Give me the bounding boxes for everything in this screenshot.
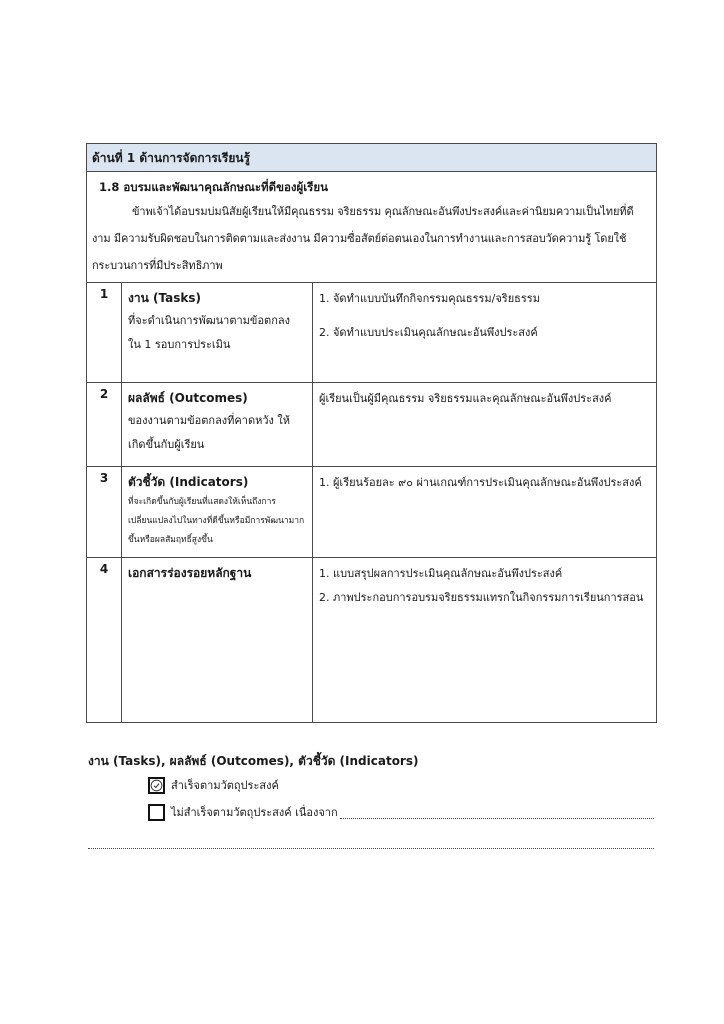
row-label-cell (122, 383, 313, 466)
row-value: 2. ภาพประกอบการอบรมจริยธรรมแทรกในกิจกรรมการเรียนการสอน (319, 591, 644, 604)
row-value: 1. ผู้เรียนร้อยละ ๙๐ ผ่านเกณฑ์การประเมินคุณลักษณะอันพึงประสงค์ (319, 476, 642, 489)
option-success[interactable] (148, 776, 279, 794)
option-label: ไม่สำเร็จตามวัตถุประสงค์ เนื่องจาก (171, 806, 338, 819)
row-label: ผลลัพธ์ (Outcomes) (128, 391, 248, 405)
row-label: ตัวชี้วัด (Indicators) (128, 475, 249, 489)
row-value-cell (313, 558, 656, 722)
reason-continuation-line[interactable] (88, 848, 654, 849)
section-title: 1.8 อบรมและพัฒนาคุณลักษณะที่ดีของผู้เรียน (99, 180, 328, 194)
row-value-cell (313, 283, 656, 382)
row-label: เอกสารร่องรอยหลักฐาน (128, 566, 252, 580)
row-number: 2 (87, 383, 122, 466)
row-label-cell (122, 283, 313, 382)
assessment-table (86, 143, 657, 723)
row-description: ที่จะดำเนินการพัฒนาตามข้อตกลง ใน 1 รอบการประเมิน (128, 314, 290, 351)
check-circle-icon (150, 779, 163, 792)
reason-fill-line[interactable] (340, 806, 654, 819)
row-label: งาน (Tasks) (128, 291, 201, 305)
summary-title: งาน (Tasks), ผลลัพธ์ (Outcomes), ตัวชี้วัด (Indicators) (88, 754, 419, 768)
row-number: 3 (87, 467, 122, 557)
row-label-cell (122, 558, 313, 722)
row-number: 1 (87, 283, 122, 382)
option-label: สำเร็จตามวัตถุประสงค์ (171, 779, 279, 792)
checkbox-checked[interactable] (148, 777, 165, 794)
row-value: 2. จัดทำแบบประเมินคุณลักษณะอันพึงประสงค์ (319, 326, 538, 339)
row-value-cell (313, 383, 656, 466)
table-row (87, 558, 656, 722)
option-not-success[interactable] (148, 803, 654, 821)
row-description: ของงานตามข้อตกลงที่คาดหวัง ให้เกิดขึ้นกับผู้เรียน (128, 414, 291, 451)
checkbox-unchecked[interactable] (148, 804, 165, 821)
table-row (87, 383, 656, 467)
row-description: ที่จะเกิดขึ้นกับผู้เรียนที่แสดงให้เห็นถึงการเปลี่ยนแปลงไปในทางที่ดีขึ้นหรือมีการพัฒนามากขึ้นหรือผลสัมฤทธิ์สูงขึ้น (128, 497, 305, 545)
table-header: ด้านที่ 1 ด้านการจัดการเรียนรู้ (87, 144, 656, 172)
table-row (87, 283, 656, 383)
table-row (87, 467, 656, 558)
section-paragraph: ข้าพเจ้าได้อบรมบ่มนิสัยผู้เรียนให้มีคุณธรรม จริยธรรม คุณลักษณะอันพึงประสงค์และค่านิยมความเป็นไทยที่ดีงาม มีความรับผิดชอบในการติดตามและส่งงาน มีความซื่อสัตย์ต่อตนเองในการทำงานและการสอบวัดความรู้ โดยใช้กระบวนการที่มีประสิทธิภาพ (92, 205, 634, 272)
row-value: ผู้เรียนเป็นผู้มีคุณธรรม จริยธรรมและคุณลักษณะอันพึงประสงค์ (319, 392, 612, 405)
row-label-cell (122, 467, 313, 557)
row-value: 1. จัดทำแบบบันทึกกิจกรรมคุณธรรม/จริยธรรม (319, 292, 540, 305)
row-value: 1. แบบสรุปผลการประเมินคุณลักษณะอันพึงประสงค์ (319, 567, 563, 580)
section-intro (87, 172, 656, 283)
row-value-cell (313, 467, 656, 557)
row-number: 4 (87, 558, 122, 722)
